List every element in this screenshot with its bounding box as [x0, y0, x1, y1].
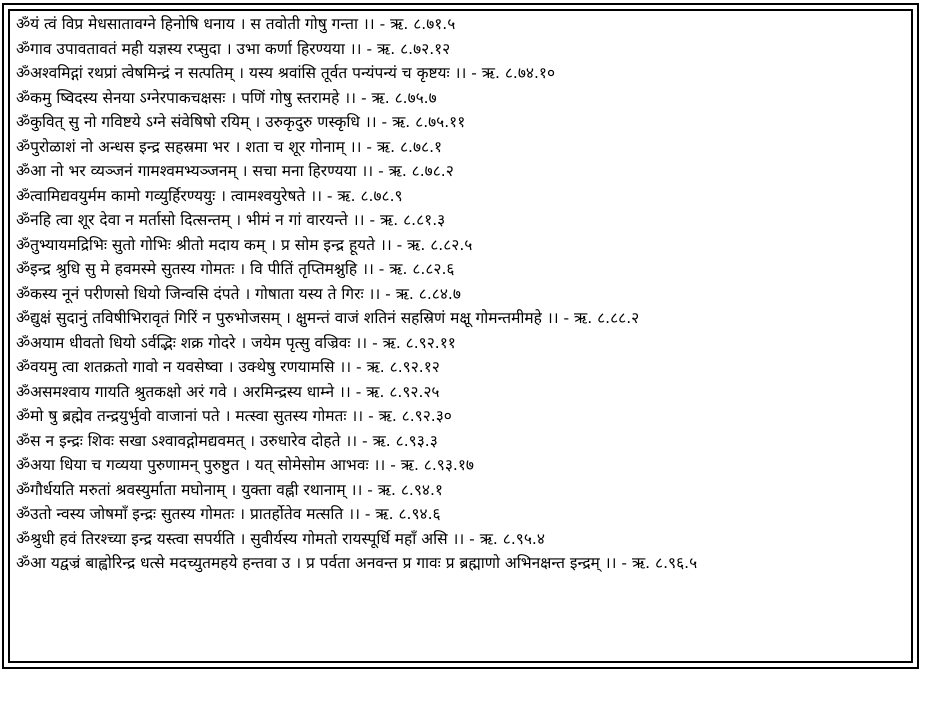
verse-reference: ऋ. ८.९३.३	[372, 431, 438, 450]
reference-separator: -	[466, 64, 482, 82]
verse-line	[16, 331, 905, 356]
reference-separator: -	[558, 309, 575, 327]
reference-separator: -	[376, 113, 393, 131]
verse-text: कस्य नूनं परीणसो धियो जिन्वसि दंपते । गोषाता यस्य ते गिरः ।।	[30, 284, 381, 303]
reference-separator: -	[385, 456, 401, 474]
om-symbol: ॐ	[16, 505, 31, 523]
verse-reference: ऋ. ८.९२.१२	[366, 358, 440, 376]
verse-reference: ऋ. ८.७१.५	[390, 15, 456, 33]
verse-text: श्रुधी हवं तिरश्च्या इन्द्र यस्त्वा सपर्यति । सुवीर्यस्य गोमतो रायस्पूर्धि महाँ असि ।।	[30, 529, 465, 548]
om-symbol: ॐ	[16, 309, 31, 327]
reference-separator: -	[616, 554, 632, 572]
verse-reference: ऋ. ८.९२.२५	[366, 382, 440, 401]
verse-reference: ऋ. ८.९४.१	[377, 480, 443, 499]
verse-line	[16, 184, 905, 209]
verse-line	[16, 306, 905, 331]
verse-line	[16, 86, 905, 111]
reference-separator: -	[361, 137, 377, 156]
reference-separator: -	[364, 211, 381, 229]
verse-reference: ऋ. ८.९२.३०	[378, 407, 452, 425]
om-symbol: ॐ	[16, 554, 31, 572]
verse-text: अयाम धीवतो धियो ऽर्वद्भिः शक्र गोदरे । जयेम पृत्सु वज्रिवः ।।	[30, 333, 368, 352]
reference-separator: -	[357, 431, 373, 450]
om-symbol: ॐ	[16, 407, 31, 425]
om-symbol: ॐ	[16, 39, 31, 58]
reference-separator: -	[391, 235, 408, 254]
om-symbol: ॐ	[16, 137, 31, 156]
verse-line	[16, 380, 905, 405]
reference-separator: -	[374, 15, 391, 33]
verse-reference: ऋ. ८.९२.११	[382, 333, 456, 352]
om-symbol: ॐ	[16, 211, 31, 229]
verse-reference: ऋ. ८.९३.१७	[400, 456, 474, 474]
verse-text: द्युक्षं सुदानुं तविषीभिरावृतं गिरिं न पुरुभोजसम् । क्षुमन्तं वाजं शतिनं सहस्रिणं मक्षू गोमन्तमीमहे ।।	[30, 309, 559, 327]
om-symbol: ॐ	[16, 456, 31, 474]
verse-reference: ऋ. ८.८४.७	[395, 284, 461, 303]
reference-separator: -	[380, 284, 396, 303]
verse-text: असमश्वाय गायति श्रुतकक्षो अरं गवे । अरमिन्द्रस्य धाम्ने ।।	[30, 382, 351, 401]
verse-list	[16, 12, 905, 576]
verse-reference: ऋ. ८.७५.११	[392, 113, 466, 131]
verse-reference: ऋ. ८.९६.५	[631, 554, 698, 572]
reference-separator: -	[464, 529, 480, 548]
verse-line	[16, 159, 905, 184]
om-symbol: ॐ	[16, 64, 31, 82]
om-symbol: ॐ	[16, 529, 31, 548]
verse-reference: ऋ. ८.८१.३	[380, 211, 446, 229]
verse-line	[16, 551, 905, 576]
document-outer-border	[2, 3, 919, 669]
verse-reference: ऋ. ८.७८.१	[376, 137, 443, 156]
om-symbol: ॐ	[16, 162, 31, 180]
verse-reference: ऋ. ८.७८.२	[388, 162, 454, 180]
verse-text: आ नो भर व्यञ्जनं गामश्वमभ्यञ्जनम् । सचा मना हिरण्यया ।।	[30, 162, 374, 180]
verse-line	[16, 429, 905, 454]
verse-reference: ऋ. ८.८८.२	[574, 309, 640, 327]
verse-text: तुभ्यायमद्रिभिः सुतो गोभिः श्रीतो मदाय कम् । प्र सोम इन्द्र हूयते ।।	[30, 235, 392, 254]
verse-line	[16, 404, 905, 429]
verse-text: यं त्वं विप्र मेधसातावग्ने हिनोषि धनाय । स तवोती गोषु गन्ता ।।	[30, 15, 375, 33]
reference-separator: -	[363, 407, 379, 425]
verse-text: मो षु ब्रह्मेव तन्द्रयुर्भुवो वाजानां पते । मत्स्वा सुतस्य गोमतः ।।	[30, 407, 364, 425]
om-symbol: ॐ	[16, 113, 31, 131]
verse-text: आ यद्वज्रं बाह्वोरिन्द्र धत्से मदच्युतमहये हन्तवा उ । प्र पर्वता अनवन्त प्र गावः प्र ब्रह्माणो अभिनक्षन्त इन्द्रम् ।।	[30, 554, 617, 572]
verse-text: कमु ष्विदस्य सेनया ऽग्नेरपाकचक्षसः । पणिं गोषु स्तरामहे ।।	[30, 88, 357, 107]
reference-separator: -	[356, 88, 372, 107]
reference-separator: -	[350, 382, 367, 401]
om-symbol: ॐ	[16, 15, 31, 33]
verse-line	[16, 453, 905, 478]
reference-separator: -	[367, 333, 383, 352]
verse-text: उतो न्वस्य जोषमाँ इन्द्रः सुतस्य गोमतः । प्रातर्होतेव मत्सति ।।	[30, 505, 360, 523]
verse-text: नहि त्वा शूर देवा न मर्तासो दित्सन्तम् । भीमं न गां वारयन्ते ।।	[30, 211, 365, 229]
om-symbol: ॐ	[16, 358, 31, 376]
verse-line	[16, 502, 905, 527]
om-symbol: ॐ	[16, 260, 31, 278]
verse-text: गाव उपावतावतं मही यज्ञस्य रप्सुदा । उभा कर्णा हिरण्यया ।।	[30, 39, 362, 58]
document-inner-border	[8, 9, 913, 663]
verse-line	[16, 37, 905, 62]
reference-separator: -	[321, 186, 338, 205]
verse-line	[16, 233, 905, 258]
verse-text: अया धिया च गव्यया पुरुणामन् पुरुष्टुत । यत् सोमेसोम आभवः ।।	[30, 456, 386, 474]
reference-separator: -	[373, 162, 389, 180]
verse-line	[16, 135, 905, 160]
verse-reference: ऋ. ८.८२.६	[389, 260, 455, 278]
reference-separator: -	[362, 480, 378, 499]
verse-line	[16, 478, 905, 503]
om-symbol: ॐ	[16, 431, 31, 450]
verse-text: कुवित् सु नो गविष्टये ऽग्ने संवेषिषो रयिम् । उरुकृदुरु णस्कृधि ।।	[30, 113, 377, 131]
verse-line	[16, 527, 905, 552]
om-symbol: ॐ	[16, 284, 31, 303]
om-symbol: ॐ	[16, 480, 31, 499]
verse-reference: ऋ. ८.७२.१२	[377, 39, 451, 58]
verse-line	[16, 12, 905, 37]
reference-separator: -	[361, 39, 378, 58]
om-symbol: ॐ	[16, 186, 31, 205]
om-symbol: ॐ	[16, 235, 31, 254]
reference-separator: -	[373, 260, 390, 278]
om-symbol: ॐ	[16, 88, 31, 107]
verse-text: स न इन्द्रः शिवः सखा ऽश्वावद्गोमद्यवमत् । उरुधारेव दोहते ।।	[30, 431, 358, 450]
verse-reference: ऋ. ८.९४.६	[375, 505, 441, 523]
verse-text: अश्वमिद्गां रथप्रां त्वेषमिन्द्रं न सत्पतिम् । यस्य श्रवांसि तूर्वत पन्यंपन्यं च कृष्टयः ।।	[30, 64, 467, 82]
verse-reference: ऋ. ८.९५.४	[479, 529, 545, 548]
verse-text: गौर्धयति मरुतां श्रवस्युर्माता मघोनाम् । युक्ता वह्नी रथानाम् ।।	[30, 480, 363, 499]
reference-separator: -	[359, 505, 376, 523]
verse-text: इन्द्र श्रुधि सु मे हवमस्मे सुतस्य गोमतः । वि पीतिं तृप्तिमश्नुहि ।।	[30, 260, 374, 278]
verse-reference: ऋ. ८.७५.७	[371, 88, 437, 107]
verse-text: त्वामिद्यवयुर्मम कामो गव्युर्हिरण्ययुः । त्वामश्वयुरेषते ।।	[30, 186, 322, 205]
reference-separator: -	[351, 358, 367, 376]
verse-text: पुरोळाशं नो अन्धस इन्द्र सहस्रमा भर । शता च शूर गोनाम् ।।	[30, 137, 362, 156]
verse-reference: ऋ. ८.७४.१०	[481, 64, 556, 82]
verse-line	[16, 355, 905, 380]
verse-line	[16, 208, 905, 233]
verse-line	[16, 61, 905, 86]
om-symbol: ॐ	[16, 382, 31, 401]
verse-reference: ऋ. ८.८२.५	[407, 235, 473, 254]
verse-line	[16, 257, 905, 282]
verse-reference: ऋ. ८.७८.९	[337, 186, 403, 205]
verse-text: वयमु त्वा शतक्रतो गावो न यवसेष्वा । उक्थेषु रणयामसि ।।	[30, 358, 352, 376]
verse-line	[16, 282, 905, 307]
om-symbol: ॐ	[16, 333, 31, 352]
verse-line	[16, 110, 905, 135]
